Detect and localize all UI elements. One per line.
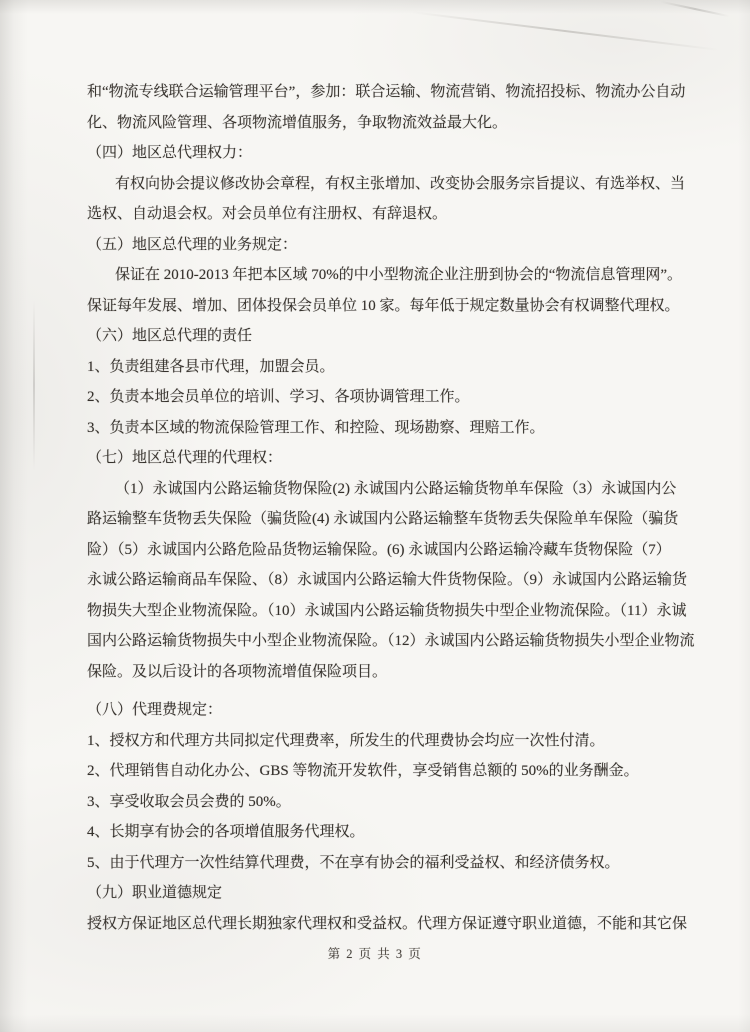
text-line: 化、物流风险管理、各项物流增值服务，争取物流效益最大化。	[87, 114, 508, 131]
text-line: 保证每年发展、增加、团体投保会员单位 10 家。每年低于规定数量协会有权调整代理权。	[87, 297, 680, 314]
section-heading: （九）职业道德规定	[87, 885, 223, 901]
list-item: 4、长期享有协会的各项增值服务代理权。	[87, 824, 365, 840]
section-heading: （五）地区总代理的业务规定：	[87, 236, 298, 253]
text-line: 保险。及以后设计的各项物流增值保险项目。	[87, 663, 388, 680]
list-item: 1、负责组建各县市代理，加盟会员。	[87, 358, 335, 375]
scan-crease-artifact	[661, 1, 730, 18]
list-item: 2、代理销售自动化办公、GBS 等物流开发软件，享受销售总额的 50%的业务酬金。	[87, 763, 639, 779]
section-heading: （八）代理费规定：	[87, 702, 223, 718]
text-line: 和“物流专线联合运输管理平台”，参加：联合运输、物流营销、物流招投标、物流办公自动	[87, 84, 686, 100]
text-line: 选权、自动退会权。对会员单位有注册权、有辞退权。	[87, 206, 448, 222]
document-body	[87, 77, 703, 939]
page-number: 第 2 页 共 3 页	[327, 947, 423, 961]
list-item: 2、负责本地会员单位的培训、学习、各项协调管理工作。	[87, 389, 470, 405]
section-heading: （四）地区总代理权力：	[87, 145, 253, 161]
text-line: 险）（5）永诚国内公路危险品货物运输保险。(6) 永诚国内公路运输冷藏车货物保险（7）	[87, 541, 671, 558]
list-item: 3、负责本区域的物流保险管理工作、和控险、现场勘察、理赔工作。	[87, 419, 545, 436]
text-line: 永诚公路运输商品车保险、（8）永诚国内公路运输大件货物保险。（9）永诚国内公路运输货	[87, 572, 688, 588]
text-line: 保证在 2010-2013 年把本区域 70%的中小型物流企业注册到协会的“物流信息管理网”。	[115, 267, 683, 283]
list-item: 3、享受收取会员会费的 50%。	[87, 793, 291, 810]
text-line: 授权方保证地区总代理长期独家代理权和受益权。代理方保证遵守职业道德，不能和其它保	[87, 915, 688, 932]
list-item: 5、由于代理方一次性结算代理费，不在享有协会的福利受益权、和经济债务权。	[87, 854, 620, 871]
text-line: 国内公路运输货物损失中小型企业物流保险。（12）永诚国内公路运输货物损失小型企业物流	[87, 633, 695, 649]
section-heading: （六）地区总代理的责任	[87, 328, 253, 344]
text-line: （1）永诚国内公路运输货物保险(2) 永诚国内公路运输货物单车保险（3）永诚国内公	[115, 480, 677, 497]
text-line: 路运输整车货物丢失保险（骗货险(4) 永诚国内公路运输整车货物丢失保险单车保险（骗货	[87, 511, 679, 527]
scan-edge-streak	[33, 300, 35, 470]
text-line: 物损失大型企业物流保险。（10）永诚国内公路运输货物损失中型企业物流保险。（11）永诚	[87, 602, 687, 619]
list-item: 1、授权方和代理方共同拟定代理费率，所发生的代理费协会均应一次性付清。	[87, 732, 605, 749]
scan-crease-artifact	[411, 11, 719, 51]
text-line: 有权向协会提议修改协会章程，有权主张增加、改变协会服务宗旨提议、有选举权、当	[115, 175, 686, 192]
section-heading: （七）地区总代理的代理权：	[87, 450, 283, 466]
